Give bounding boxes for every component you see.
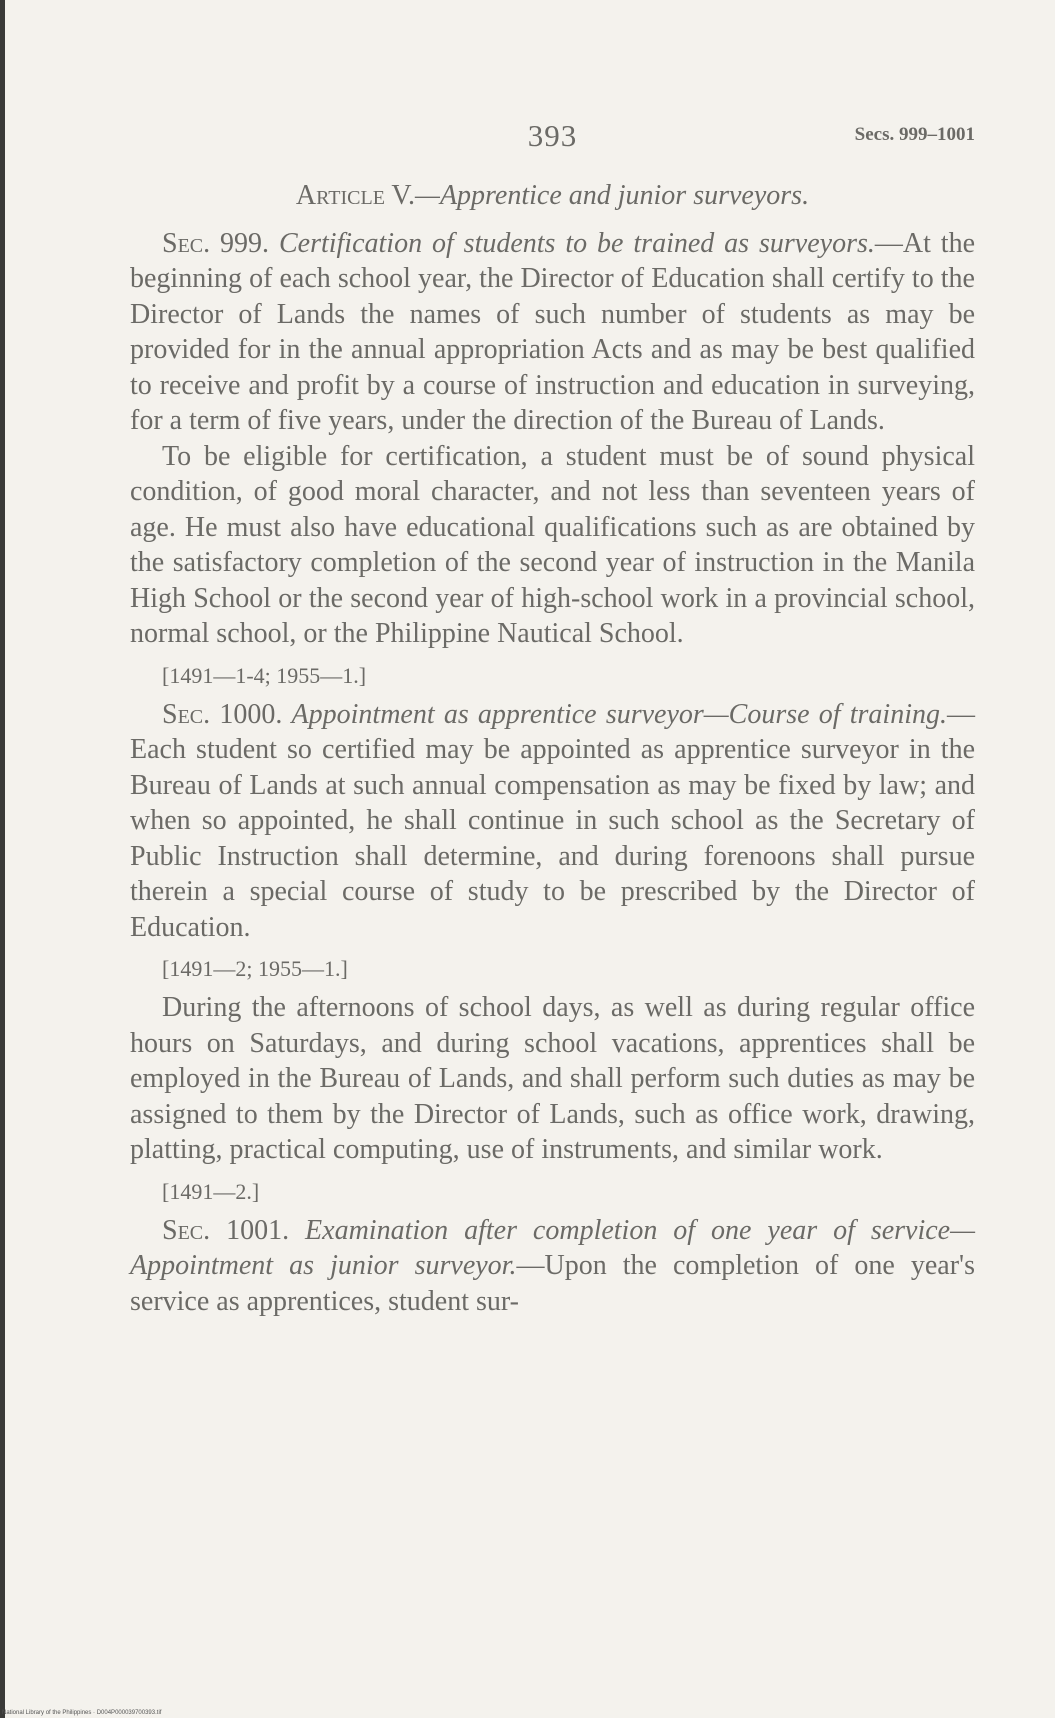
sec-1001-paragraph [130, 1213, 975, 1320]
sec-999-text: —At the beginning of each school year, the Director of Education shall certify to the Director of Lands the names of such number of students as may be provided for in the annual appropriation Acts and as may be best qualified to receive and profit by a course of instruction and education in surveying, for a term of five years, under the direction of the Bureau of Lands. [130, 227, 975, 436]
sec-1000-text: —Each student so certified may be appointed as apprentice surveyor in the Bureau of Lands at such annual compensation as may be fixed by law; and when so appointed, he shall continue in such school as the Secretary of Public Instruction shall determine, and during forenoons shall pursue therein a special course of study to be prescribed by the Director of Education. [130, 698, 975, 943]
sec-1000-paragraph-2: During the afternoons of school days, as well as during regular office hours on Saturdays, and during school vacations, apprentices shall be employed in the Bureau of Lands, and shall perform such duties as may be assigned to them by the Director of Lands, such as office work, drawing, platting, practical computing, use of instruments, and similar work. [130, 992, 975, 1165]
sec-1000-paragraph [130, 697, 975, 946]
article-label: Article V. [295, 180, 416, 211]
scan-edge [0, 0, 5, 1718]
page-number: 393 [527, 118, 578, 153]
article-title: —Apprentice and junior surveyors. [415, 180, 810, 211]
body-text [130, 178, 975, 1319]
sec-1000-heading: Appointment as apprentice surveyor—Course of training. [291, 698, 947, 730]
sec-1000-label: Sec. 1000. [162, 698, 283, 730]
sec-1001-heading: Examination after completion of one year of service—Appointment as junior surveyor. [130, 1214, 975, 1281]
sec-999-paragraph-2: To be eligible for certification, a student must be of sound physical condition, of good moral character, and not less than seventeen years of age. He must also have educational qualifications such as are obtained by the satisfactory completion of the second year of instruction in the Manila High School or the second year of high-school work in a provincial school, normal school, or the Philippine Nautical School. [130, 440, 975, 649]
article-heading [130, 178, 975, 214]
scan-footer: National Library of the Philippines · D004P000039700393.tif [2, 1710, 162, 1716]
running-head: Secs. 999–1001 [854, 124, 975, 145]
sec-999-label: Sec. 999. [162, 227, 270, 259]
sec-1000-citation-2: [1491—2.] [162, 1178, 260, 1204]
sec-999-heading: Certification of students to be trained as surveyors. [278, 227, 875, 259]
sec-1001-label: Sec. 1001. [162, 1214, 290, 1246]
sec-999-paragraph [130, 226, 975, 439]
sec-1000-citation: [1491—2; 1955—1.] [162, 956, 348, 981]
sec-1001-text: —Upon the completion of one year's service as apprentices, student sur- [130, 1250, 975, 1317]
page-header [130, 118, 975, 158]
sec-999-citation: [1491—1-4; 1955—1.] [162, 662, 367, 688]
